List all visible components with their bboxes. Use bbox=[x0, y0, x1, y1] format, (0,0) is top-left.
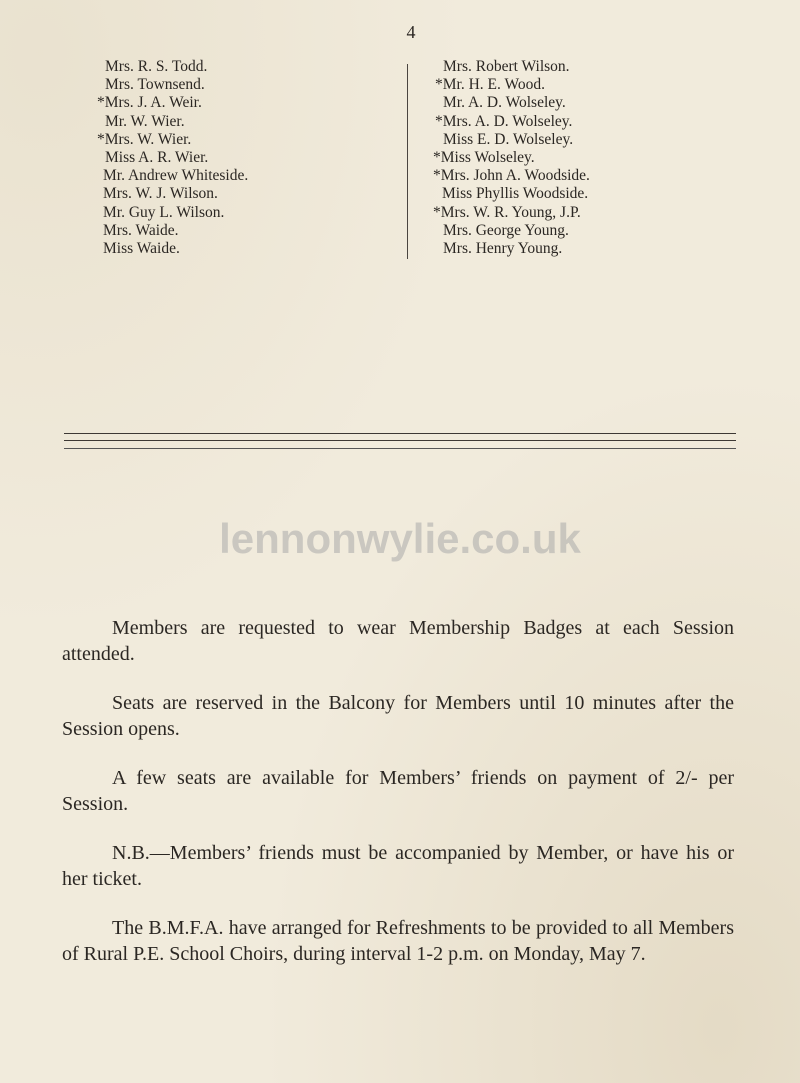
member-name: *Mrs. J. A. Weir. bbox=[97, 94, 202, 112]
member-name: *Mrs. A. D. Wolseley. bbox=[435, 112, 573, 130]
member-name: *Mrs. W. Wier. bbox=[97, 130, 192, 148]
member-name: Miss A. R. Wier. bbox=[105, 148, 209, 166]
member-name: Miss Waide. bbox=[103, 239, 180, 257]
member-name: Mrs. W. J. Wilson. bbox=[103, 185, 218, 203]
member-name: Mrs. Waide. bbox=[103, 221, 179, 239]
member-name: Mrs. Townsend. bbox=[105, 76, 205, 94]
member-name: *Mrs. W. R. Young, J.P. bbox=[433, 203, 581, 221]
section-rule bbox=[64, 433, 736, 434]
member-name: Miss Phyllis Woodside. bbox=[442, 185, 589, 203]
page-number: 4 bbox=[406, 22, 416, 42]
member-name: Mr. W. Wier. bbox=[105, 112, 185, 130]
notice-paragraph: A few seats are available for Members’ friends on payment of 2/- per Session. bbox=[62, 767, 734, 815]
notice-paragraph: The B.M.F.A. have arranged for Refreshments to be provided to all Members of Rural P.E. School Choirs, during interval 1-2 p.m. on Monday, May 7. bbox=[62, 917, 734, 965]
member-name: *Mrs. John A. Woodside. bbox=[433, 167, 590, 185]
member-name: Mrs. Robert Wilson. bbox=[443, 58, 570, 75]
members-list-left bbox=[97, 58, 249, 258]
member-name: Mrs. George Young. bbox=[443, 221, 569, 239]
section-rule bbox=[64, 448, 736, 449]
members-list-right bbox=[433, 58, 590, 258]
column-divider bbox=[407, 64, 408, 259]
member-name: *Mr. H. E. Wood. bbox=[435, 76, 545, 94]
notices-section bbox=[62, 615, 734, 990]
notice-paragraph: Members are requested to wear Membership Badges at each Session attended. bbox=[62, 617, 734, 665]
member-name: Miss E. D. Wolseley. bbox=[443, 130, 574, 148]
watermark: lennonwylie.co.uk bbox=[219, 515, 581, 562]
section-rule bbox=[64, 440, 736, 441]
notice-paragraph: N.B.—Members’ friends must be accompanied by Member, or have his or her ticket. bbox=[62, 842, 734, 890]
notice-paragraph: Seats are reserved in the Balcony for Members until 10 minutes after the Session opens. bbox=[62, 692, 734, 740]
member-name: Mrs. Henry Young. bbox=[443, 239, 563, 257]
member-name: Mr. A. D. Wolseley. bbox=[443, 94, 566, 112]
member-name: Mr. Guy L. Wilson. bbox=[103, 203, 225, 221]
member-name: Mr. Andrew Whiteside. bbox=[103, 167, 249, 185]
member-name: *Miss Wolseley. bbox=[433, 148, 535, 166]
member-name: Mrs. R. S. Todd. bbox=[105, 58, 208, 75]
